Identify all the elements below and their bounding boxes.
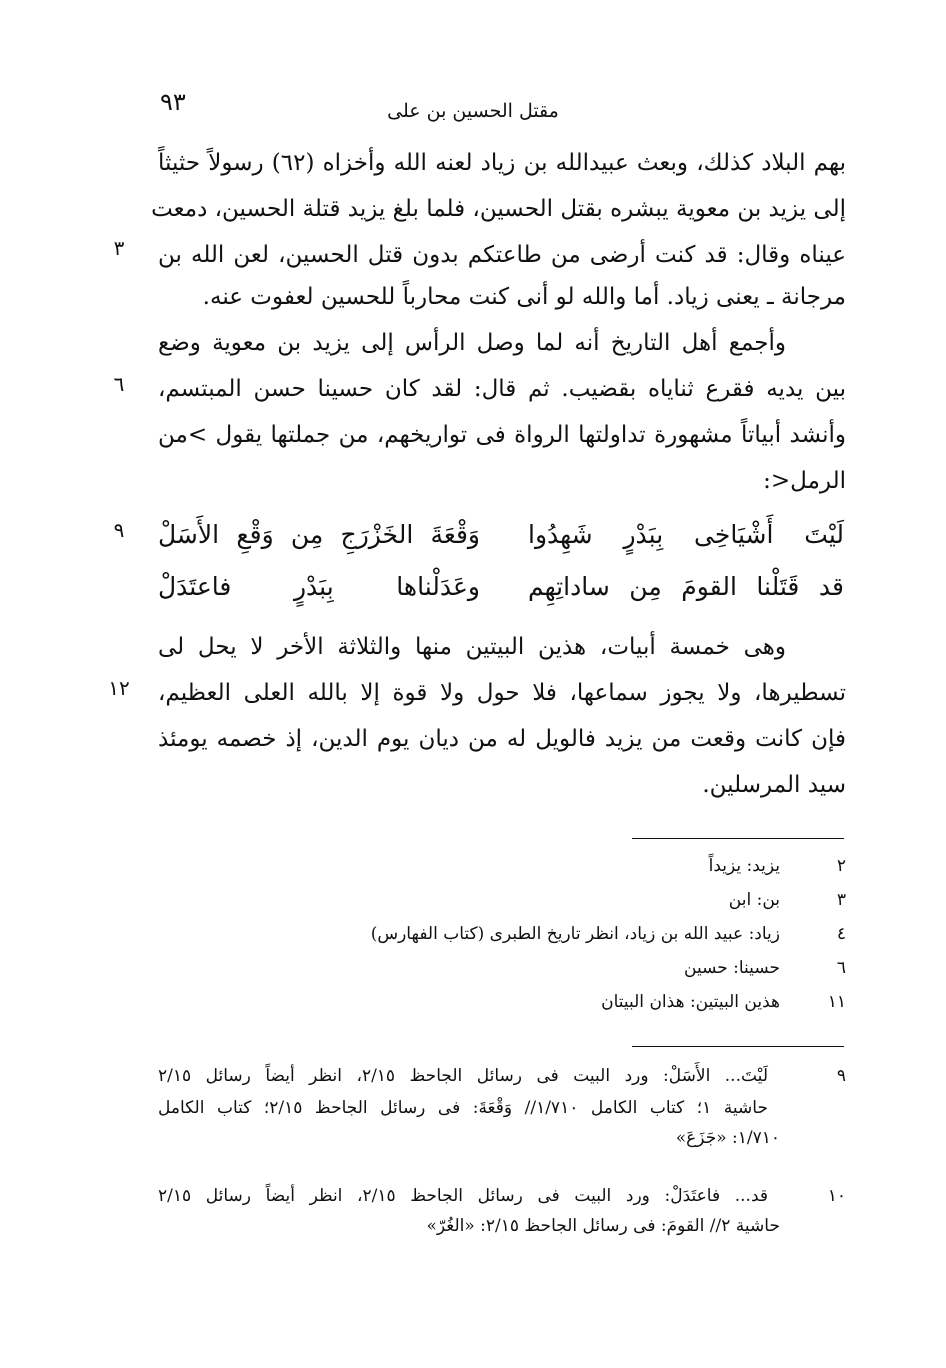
text-line: مرجانة ـ يعنى زياد. أما والله لو أنى كنت محارباً للحسين لعفوت عنه. <box>202 284 846 310</box>
verse-1-first-hemistich: لَيْتَ أَشْيَاخِى بِبَدْرٍ شَهِدُوا <box>528 520 844 549</box>
text-line: إلى يزيد بن معوية يبشره بقتل الحسين، فلما بلغ يزيد قتلة الحسين، دمعت <box>151 196 846 222</box>
text-line: وهى خمسة أبيات، هذين البيتين منها والثلاثة الأخر لا يحل لى <box>158 634 786 660</box>
apparatus-divider <box>632 838 844 839</box>
line-number: ٩ <box>113 518 125 542</box>
text-line: تسطيرها، ولا يجوز سماعها، فلا حول ولا قوة إلا بالله العلى العظيم، <box>158 680 846 706</box>
notes-divider <box>632 1046 844 1047</box>
text-line: بين يديه فقرع ثناياه بقضيب. ثم قال: لقد كان حسينا حسن المبتسم، <box>158 376 846 402</box>
variant-text: زياد: عبيد الله بن زياد، انظر تاريخ الطبرى (كتاب الفهارس) <box>370 924 780 944</box>
variant-text: يزيد: يزيداً <box>708 856 780 876</box>
text-line: وأجمع أهل التاريخ أنه لما وصل الرأس إلى يزيد بن معوية وضع <box>158 330 786 356</box>
variant-text: هذين البيتين: هذان البيتان <box>601 992 780 1012</box>
note-text-line: حاشية ١؛ كتاب الكامل ١/٧١٠// وَقْعَةَ: فى رسائل الجاحظ ٢/١٥؛ كتاب الكامل <box>158 1098 768 1118</box>
page-number: ٩٣ <box>160 88 186 116</box>
line-number: ٦ <box>113 372 125 396</box>
text-line: الرمل<: <box>763 468 846 494</box>
running-header-title: مقتل الحسين بن على <box>387 100 559 122</box>
note-line-number: ٩ <box>836 1066 846 1086</box>
variant-line-number: ٣ <box>836 890 846 910</box>
text-line: وأنشد أبياتاً مشهورة تداولتها الرواة فى تواريخهم، من جملتها يقول >من <box>158 422 846 448</box>
verse-1-second-hemistich: وَقْعَةَ الخَزْرَجِ مِن وَقْعِ الأَسَلْ <box>158 520 480 549</box>
verse-2-second-hemistich: وعَدَلْناها بِبَدْرٍ فاعتَدَلْ <box>158 572 480 601</box>
variant-text: حسينا: حسين <box>684 958 780 978</box>
verse-2-first-hemistich: قد قَتَلْنا القومَ مِن ساداتِهِم <box>528 572 844 601</box>
line-number: ٣ <box>113 236 125 260</box>
note-text-line: لَيْتَ... الأَسَلْ: ورد البيت فى رسائل الجاحظ ٢/١٥، انظر أيضاً رسائل ٢/١٥ <box>158 1066 768 1086</box>
variant-text: بن: ابن <box>728 890 780 910</box>
variant-line-number: ٢ <box>836 856 846 876</box>
note-text-line: ١/٧١٠: «جَزَعَ» <box>675 1128 780 1148</box>
line-number: ١٢ <box>108 676 130 700</box>
variant-line-number: ٤ <box>836 924 846 944</box>
variant-line-number: ١١ <box>827 992 846 1012</box>
note-text-line: قد... فاعتَدَلْ: ورد البيت فى رسائل الجاحظ ٢/١٥، انظر أيضاً رسائل ٢/١٥ <box>158 1186 768 1206</box>
text-line: سيد المرسلين. <box>702 772 846 798</box>
note-text-line: حاشية ٢// القومَ: فى رسائل الجاحظ ٢/١٥: «الغُرّ» <box>426 1216 780 1236</box>
text-line: فإن كانت وقعت من يزيد فالويل له من ديان يوم الدين، إذ خصمه يومئذ <box>158 726 846 752</box>
text-line: بهم البلاد كذلك، وبعث عبيدالله بن زياد لعنه الله وأخزاه (٦٢) رسولاً حثيثاً <box>158 150 846 176</box>
text-line: عيناه وقال: قد كنت أرضى من طاعتكم بدون قتل الحسين، لعن الله بن <box>158 242 846 268</box>
variant-line-number: ٦ <box>836 958 846 978</box>
note-line-number: ١٠ <box>827 1186 846 1206</box>
